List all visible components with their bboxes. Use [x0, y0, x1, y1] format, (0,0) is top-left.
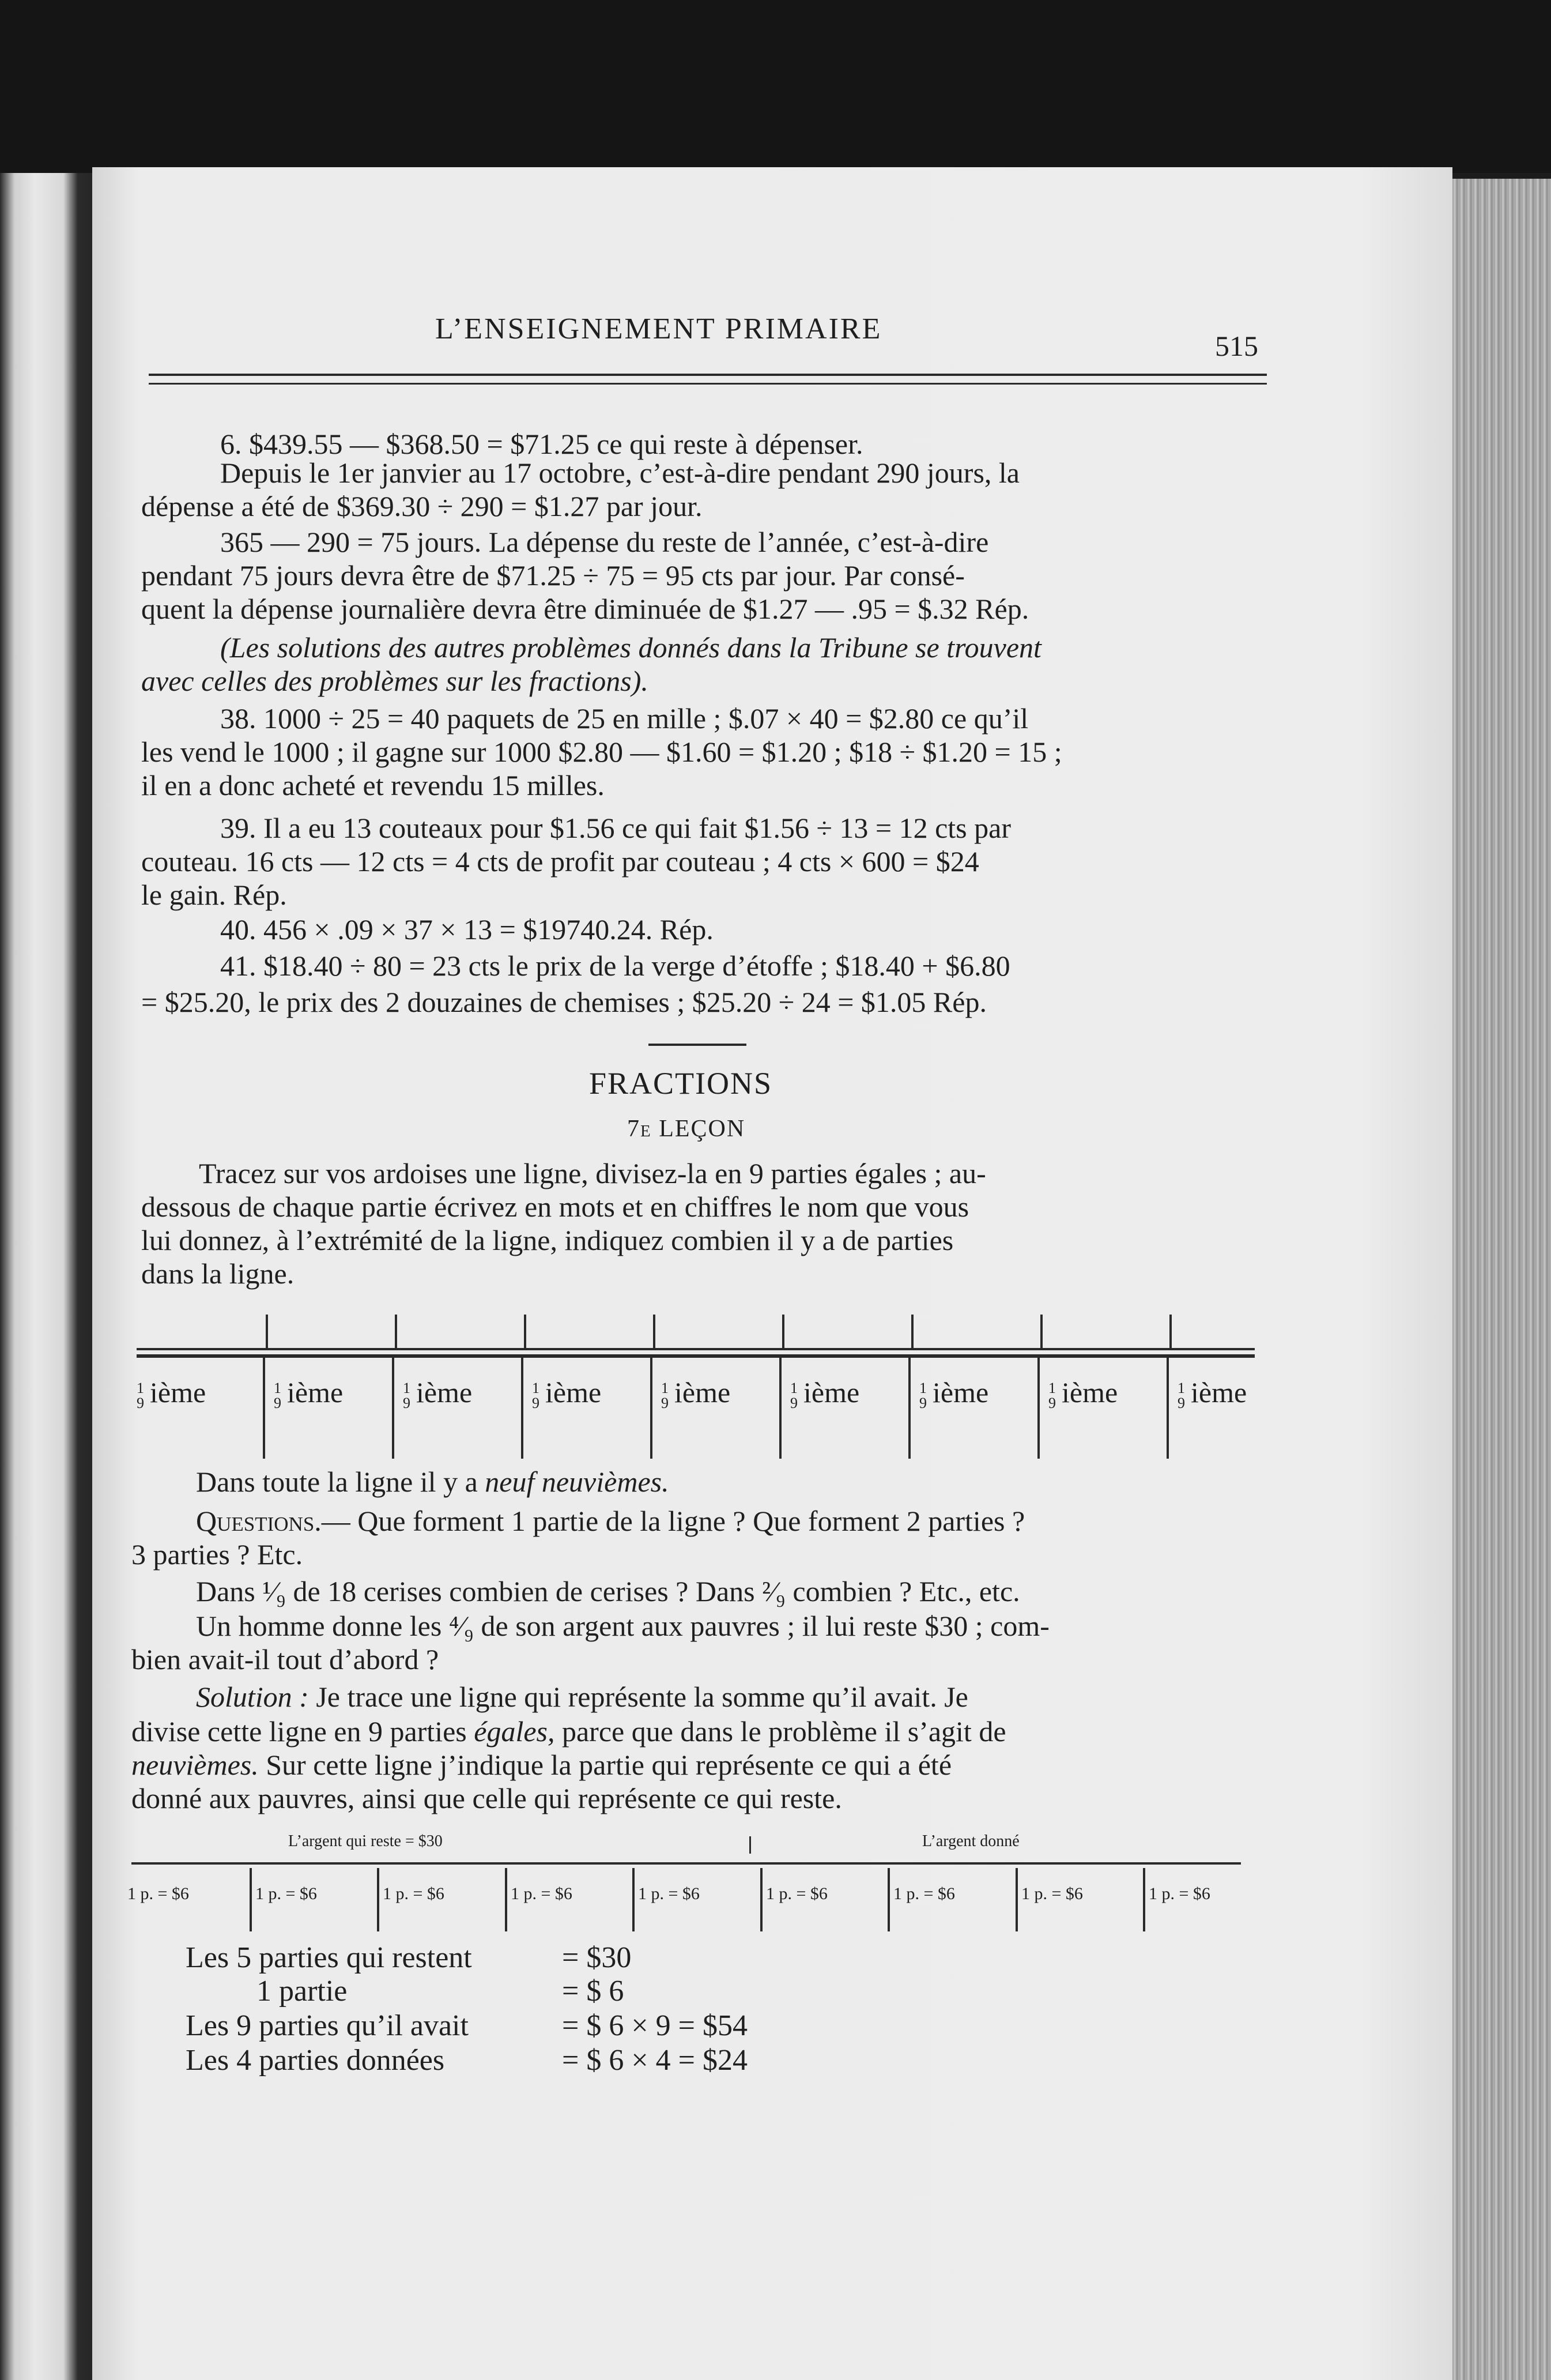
- page-number: 515: [1215, 330, 1258, 362]
- part-label: 1 p. = $6: [893, 1884, 955, 1903]
- cell-divider: [888, 1868, 890, 1931]
- part-label: 1 p. = $6: [1149, 1884, 1210, 1903]
- text-line: le gain. Rép.: [141, 879, 287, 911]
- text-line: Depuis le 1er janvier au 17 octobre, c’est-à-dire pendant 290 jours, la: [220, 457, 1020, 489]
- cell-divider: [1143, 1868, 1145, 1931]
- calc-label: Les 4 parties données: [186, 2044, 445, 2077]
- section-divider: [648, 1044, 746, 1046]
- tick-mark: [524, 1315, 526, 1349]
- text-line: il en a donc acheté et revendu 15 milles.: [141, 769, 605, 801]
- page-stack-edges: [1452, 179, 1551, 2380]
- ninth-label: 1 9 ième: [532, 1376, 602, 1411]
- text-line: pendant 75 jours devra être de $71.25 ÷ 75 = 95 cts par jour. Par consé-: [141, 559, 965, 592]
- cell-divider: [632, 1868, 635, 1931]
- cell-divider: [263, 1358, 265, 1459]
- solution-38: 38. 1000 ÷ 25 = 40 paquets de 25 en mille ; $.07 × 40 = $2.80 ce qu’il: [220, 702, 1029, 735]
- ninth-label: 1 9 ième: [661, 1376, 731, 1411]
- ninth-label: 1 9 ième: [137, 1376, 206, 1411]
- solution-line: donné aux pauvres, ainsi que celle qui représente ce qui reste.: [131, 1782, 842, 1814]
- cell-divider: [377, 1868, 379, 1931]
- division-line: [137, 1348, 1255, 1350]
- money-line: [131, 1862, 1241, 1865]
- tick-mark: [395, 1315, 397, 1349]
- section-heading: FRACTIONS: [589, 1066, 773, 1101]
- running-header-title: L’ENSEIGNEMENT PRIMAIRE: [435, 312, 882, 345]
- cell-divider: [1016, 1868, 1018, 1931]
- tick-mark: [1040, 1315, 1043, 1349]
- cell-divider: [521, 1358, 523, 1459]
- text-line: quent la dépense journalière devra être diminuée de $1.27 — .95 = $.32 Rép.: [141, 593, 1029, 625]
- calc-value: = $ 6: [562, 1975, 624, 2008]
- calc-value: = $ 6 × 4 = $24: [562, 2044, 748, 2077]
- intro-line: lui donnez, à l’extrémité de la ligne, indiquez combien il y a de parties: [141, 1224, 954, 1256]
- solution-6: 6. $439.55 — $368.50 = $71.25 ce qui reste à dépenser.: [220, 428, 863, 460]
- cell-divider: [1037, 1358, 1040, 1459]
- ninth-label: 1 9 ième: [1178, 1376, 1247, 1411]
- part-label: 1 p. = $6: [766, 1884, 828, 1903]
- question-cerises: Dans ¹⁄₉ de 18 cerises combien de cerises ? Dans ²⁄₉ combien ? Etc., etc.: [196, 1575, 1020, 1607]
- text-line: les vend le 1000 ; il gagne sur 1000 $2.80 — $1.60 = $1.20 ; $18 ÷ $1.20 = 15 ;: [141, 736, 1062, 768]
- cell-divider: [250, 1868, 252, 1931]
- cell-divider: [650, 1358, 652, 1459]
- intro-line: Tracez sur vos ardoises une ligne, divisez-la en 9 parties égales ; au-: [199, 1157, 986, 1189]
- text-line: dépense a été de $369.30 ÷ 290 = $1.27 par jour.: [141, 490, 703, 522]
- tick-mark: [266, 1315, 268, 1349]
- problem-line: Un homme donne les ⁴⁄₉ de son argent aux pauvres ; il lui reste $30 ; com-: [196, 1610, 1050, 1642]
- ninth-label: 1 9 ième: [919, 1376, 989, 1411]
- solution-41: 41. $18.40 ÷ 80 = 23 cts le prix de la verge d’étoffe ; $18.40 + $6.80: [220, 950, 1010, 982]
- division-line-thick: [137, 1354, 1255, 1358]
- calc-value: = $30: [562, 1941, 632, 1974]
- part-label: 1 p. = $6: [255, 1884, 317, 1903]
- summary-line: Dans toute la ligne il y a neuf neuvièmes.: [196, 1466, 669, 1498]
- solution-line: divise cette ligne en 9 parties égales, parce que dans le problème il s’agit de: [131, 1715, 1006, 1748]
- tick-mark: [911, 1315, 914, 1349]
- solution-40: 40. 456 × .09 × 37 × 13 = $19740.24. Rép.: [220, 913, 714, 946]
- questions-line: Questions.— Que forment 1 partie de la ligne ? Que forment 2 parties ?: [196, 1505, 1025, 1537]
- text-line: 365 — 290 = 75 jours. La dépense du reste de l’année, c’est-à-dire: [220, 526, 989, 558]
- text-line: = $25.20, le prix des 2 douzaines de chemises ; $25.20 ÷ 24 = $1.05 Rép.: [141, 986, 987, 1018]
- tick-mark: [782, 1315, 784, 1349]
- cell-divider: [505, 1868, 507, 1931]
- calc-label: 1 partie: [256, 1975, 348, 2008]
- cell-divider: [760, 1868, 763, 1931]
- cell-divider: [392, 1358, 394, 1459]
- header-rule-top: [149, 374, 1267, 376]
- header-rule-bottom: [149, 383, 1267, 385]
- calc-label: Les 9 parties qu’il avait: [186, 2009, 469, 2042]
- part-label: 1 p. = $6: [127, 1884, 189, 1903]
- tick-mark: [653, 1315, 655, 1349]
- label-separator-tick: [749, 1836, 751, 1854]
- cell-divider: [779, 1358, 782, 1459]
- previous-page-edge: [0, 173, 92, 2380]
- label-given: L’argent donné: [922, 1832, 1020, 1850]
- calc-value: = $ 6 × 9 = $54: [562, 2009, 748, 2042]
- ninth-label: 1 9 ième: [1048, 1376, 1118, 1411]
- intro-line: dans la ligne.: [141, 1257, 295, 1290]
- part-label: 1 p. = $6: [638, 1884, 700, 1903]
- italic-note: (Les solutions des autres problèmes donnés dans la Tribune se trouvent: [220, 631, 1041, 664]
- solution-39: 39. Il a eu 13 couteaux pour $1.56 ce qui fait $1.56 ÷ 13 = 12 cts par: [220, 812, 1011, 844]
- ninth-label: 1 9 ième: [403, 1376, 473, 1411]
- tick-mark: [1169, 1315, 1172, 1349]
- text-line: couteau. 16 cts — 12 cts = 4 cts de profit par couteau ; 4 cts × 600 = $24: [141, 845, 979, 878]
- solution-line: neuvièmes. Sur cette ligne j’indique la partie qui représente ce qui a été: [131, 1749, 952, 1781]
- calc-label: Les 5 parties qui restent: [186, 1941, 472, 1974]
- italic-note: avec celles des problèmes sur les fractions).: [141, 665, 648, 697]
- scan-background: [0, 0, 1551, 173]
- questions-line: 3 parties ? Etc.: [131, 1538, 303, 1571]
- intro-line: dessous de chaque partie écrivez en mots et en chiffres le nom que vous: [141, 1191, 969, 1223]
- part-label: 1 p. = $6: [383, 1884, 444, 1903]
- problem-line: bien avait-il tout d’abord ?: [131, 1643, 439, 1675]
- part-label: 1 p. = $6: [511, 1884, 572, 1903]
- solution-line: Solution : Je trace une ligne qui représente la somme qu’il avait. Je: [196, 1681, 968, 1713]
- cell-divider: [908, 1358, 911, 1459]
- cell-divider: [1167, 1358, 1169, 1459]
- lesson-heading: 7e LEÇON: [627, 1116, 746, 1142]
- ninth-label: 1 9 ième: [790, 1376, 860, 1411]
- label-remaining: L’argent qui reste = $30: [288, 1832, 443, 1850]
- part-label: 1 p. = $6: [1021, 1884, 1083, 1903]
- ninth-label: 1 9 ième: [274, 1376, 344, 1411]
